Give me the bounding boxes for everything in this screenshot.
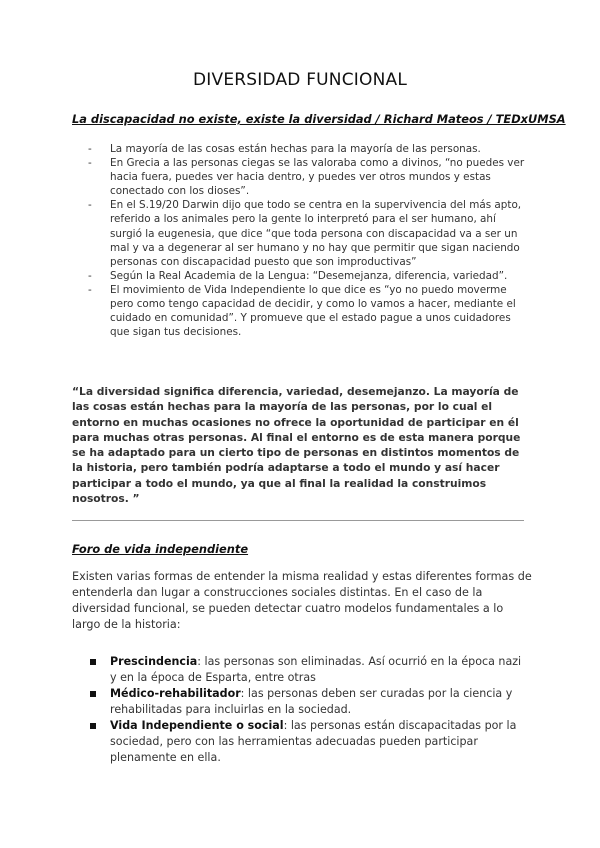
dash-marker: - — [88, 157, 92, 170]
list-item-text: Según la Real Academia de la Lengua: “Desemejanza, diferencia, variedad”. — [110, 269, 508, 282]
list-item — [88, 198, 528, 268]
model-term: Prescindencia — [110, 655, 198, 668]
summary-quote: “La diversidad significa diferencia, variedad, desemejanzo. La mayoría de las cosas están hechas para la mayoría de las personas, por lo cual el entorno en muchas ocasiones no ofrece la oportunidad de participar en él para muchas otras personas. Al final el entorno es de esta manera porque se ha adaptado para un cierto tipo de personas en distintos momentos de la historia, pero también podría adaptarse a todo el mundo y así hacer participar a todo el mundo, ya que al final la realidad la construimos nosotros. ” — [72, 385, 521, 506]
list-item — [88, 654, 528, 686]
list-item — [88, 686, 528, 718]
square-bullet-icon — [90, 659, 96, 665]
model-description: : las personas deben ser curadas por la ciencia y rehabilitadas para incluirlas en la sociedad. — [110, 687, 513, 716]
section-heading: Foro de vida independiente — [72, 542, 249, 556]
square-bullet-icon — [90, 691, 96, 697]
section-intro: Existen varias formas de entender la misma realidad y estas diferentes formas de entenderla dan lugar a construcciones sociales distintas. En el caso de la diversidad funcional, se pueden detectar cuatro modelos fundamentales a lo largo de la historia: — [72, 570, 532, 632]
list-item — [88, 156, 528, 198]
dash-marker: - — [88, 283, 92, 296]
list-item-text: El movimiento de Vida Independiente lo que dice es “yo no puedo moverme pero como tengo capacidad de decidir, y como lo vamos a hacer, mediante el cuidado en comunidad”. Y promueve que el estado pague a unos cuidadores que sigan tus decisiones. — [110, 283, 516, 339]
list-item-text: En el S.19/20 Darwin dijo que todo se centra en la supervivencia del más apto, referido a los animales pero la gente lo interpretó para el ser humano, ahí surgió la eugenesia, que dice “que toda persona con discapacidad va a ser un mal y va a degenerar al ser humano y no hay que permitir que sigan naciendo personas con discapacidad puesto que son improductivas” — [110, 199, 522, 268]
dash-marker: - — [88, 199, 92, 212]
talk-subtitle: La discapacidad no existe, existe la diversidad / Richard Mateos / TEDxUMSA — [72, 112, 566, 126]
model-description: : las personas son eliminadas. Así ocurrió en la época nazi y en la época de Esparta, entre otras — [110, 655, 522, 684]
list-item — [88, 269, 528, 283]
list-item — [88, 283, 528, 339]
section-divider — [72, 520, 524, 521]
model-term: Médico-rehabilitador — [110, 687, 241, 700]
list-item — [88, 142, 528, 156]
model-description: : las personas están discapacitadas por la sociedad, pero con las herramientas adecuadas pueden participar plenamente en ella. — [110, 719, 517, 764]
square-bullet-icon — [90, 723, 96, 729]
dash-marker: - — [88, 269, 92, 282]
models-list — [88, 654, 528, 766]
notes-list — [88, 142, 528, 339]
list-item-text: La mayoría de las cosas están hechas para la mayoría de las personas. — [110, 143, 481, 155]
page-title: DIVERSIDAD FUNCIONAL — [192, 70, 408, 90]
list-item — [88, 718, 528, 766]
list-item-text: En Grecia a las personas ciegas se las valoraba como a divinos, “no puedes ver hacia fuera, puedes ver hacia dentro, y puedes ver otros mundos y estas conectado con los dioses”. — [110, 157, 525, 198]
model-term: Vida Independiente o social — [110, 719, 284, 732]
dash-marker: - — [88, 143, 92, 155]
